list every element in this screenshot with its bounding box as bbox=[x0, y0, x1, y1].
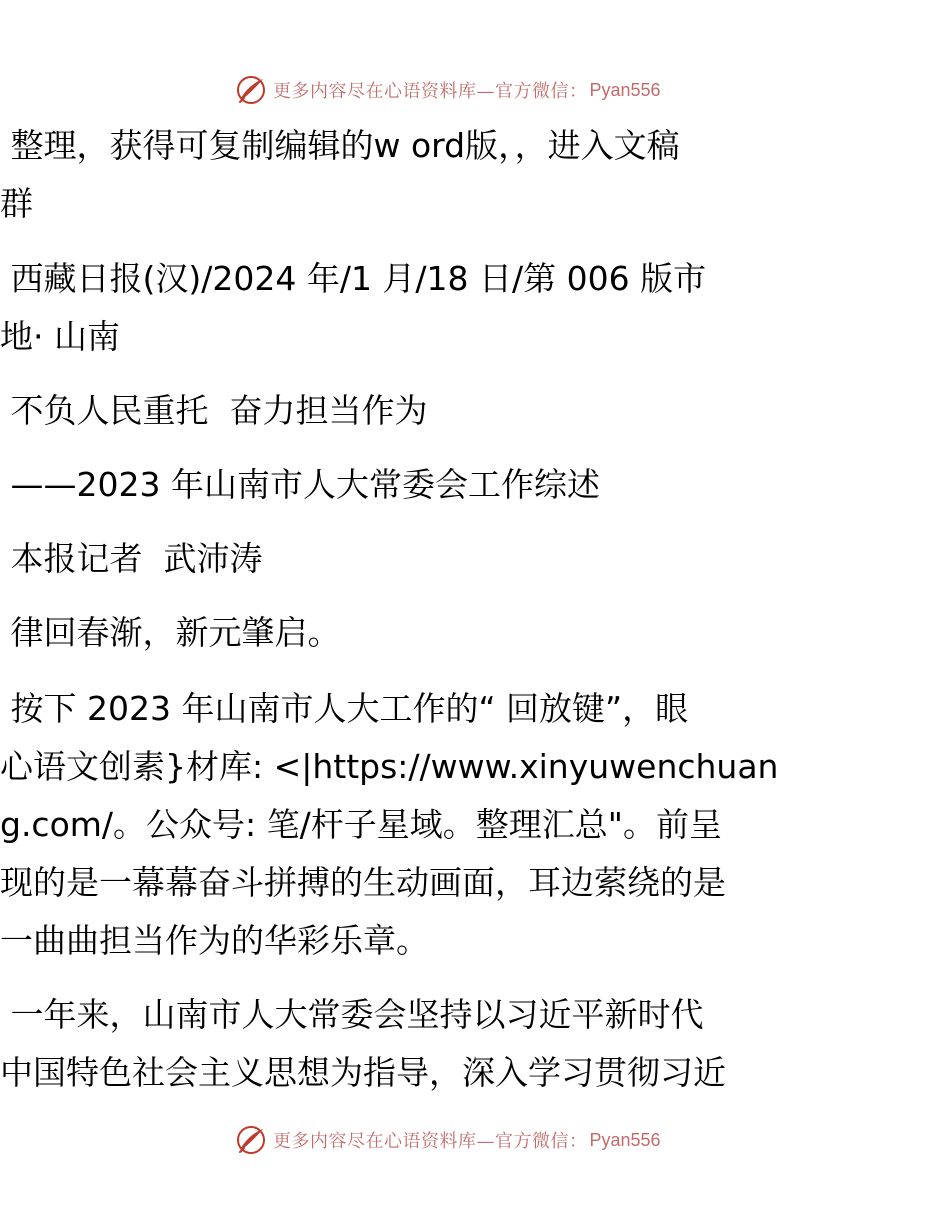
text-line: g.com/。公众号: 笔/杆子星域。整理汇总"。前呈 bbox=[0, 805, 722, 844]
feather-pen-logo-icon bbox=[235, 74, 267, 106]
watermark-wechat-id: Pyan556 bbox=[589, 1129, 661, 1150]
watermark-text: 更多内容尽在心语资料库—官方微信： bbox=[273, 81, 588, 102]
text-line: 一年来，山南市人大常委会坚持以习近平新时代 bbox=[0, 995, 704, 1034]
watermark-header bbox=[235, 72, 661, 108]
feather-pen-logo-icon bbox=[235, 1124, 267, 1156]
watermark-wechat-id: Pyan556 bbox=[589, 79, 661, 100]
watermark-text: 更多内容尽在心语资料库—官方微信： bbox=[273, 1131, 588, 1152]
text-line: 中国特色社会主义思想为指导，深入学习贯彻习近 bbox=[0, 1053, 726, 1092]
text-line: 整理，获得可复制编辑的w ord版，，进入文稿 bbox=[0, 126, 680, 165]
text-line: 一曲曲担当作为的华彩乐章。 bbox=[0, 921, 429, 960]
text-line: 心语文创素}材库: <|https://www.xinyuwenchuan bbox=[0, 747, 779, 786]
text-line: 地· 山南 bbox=[0, 317, 120, 356]
headline: 不负人民重托 奋力担当作为 bbox=[0, 391, 428, 430]
text-line: 按下 2023 年山南市人大工作的“ 回放键”，眼 bbox=[0, 689, 689, 728]
watermark-footer bbox=[235, 1122, 661, 1158]
text-line: 律回春渐，新元肇启。 bbox=[0, 613, 341, 652]
byline: 本报记者 武沛涛 bbox=[0, 539, 263, 578]
text-line: 现的是一幕幕奋斗拼搏的生动画面，耳边萦绕的是 bbox=[0, 863, 726, 902]
text-line: 西藏日报(汉)/2024 年/1 月/18 日/第 006 版市 bbox=[0, 259, 707, 298]
subheadline: ——2023 年山南市人大常委会工作综述 bbox=[0, 465, 600, 504]
text-line: 群 bbox=[0, 184, 33, 223]
